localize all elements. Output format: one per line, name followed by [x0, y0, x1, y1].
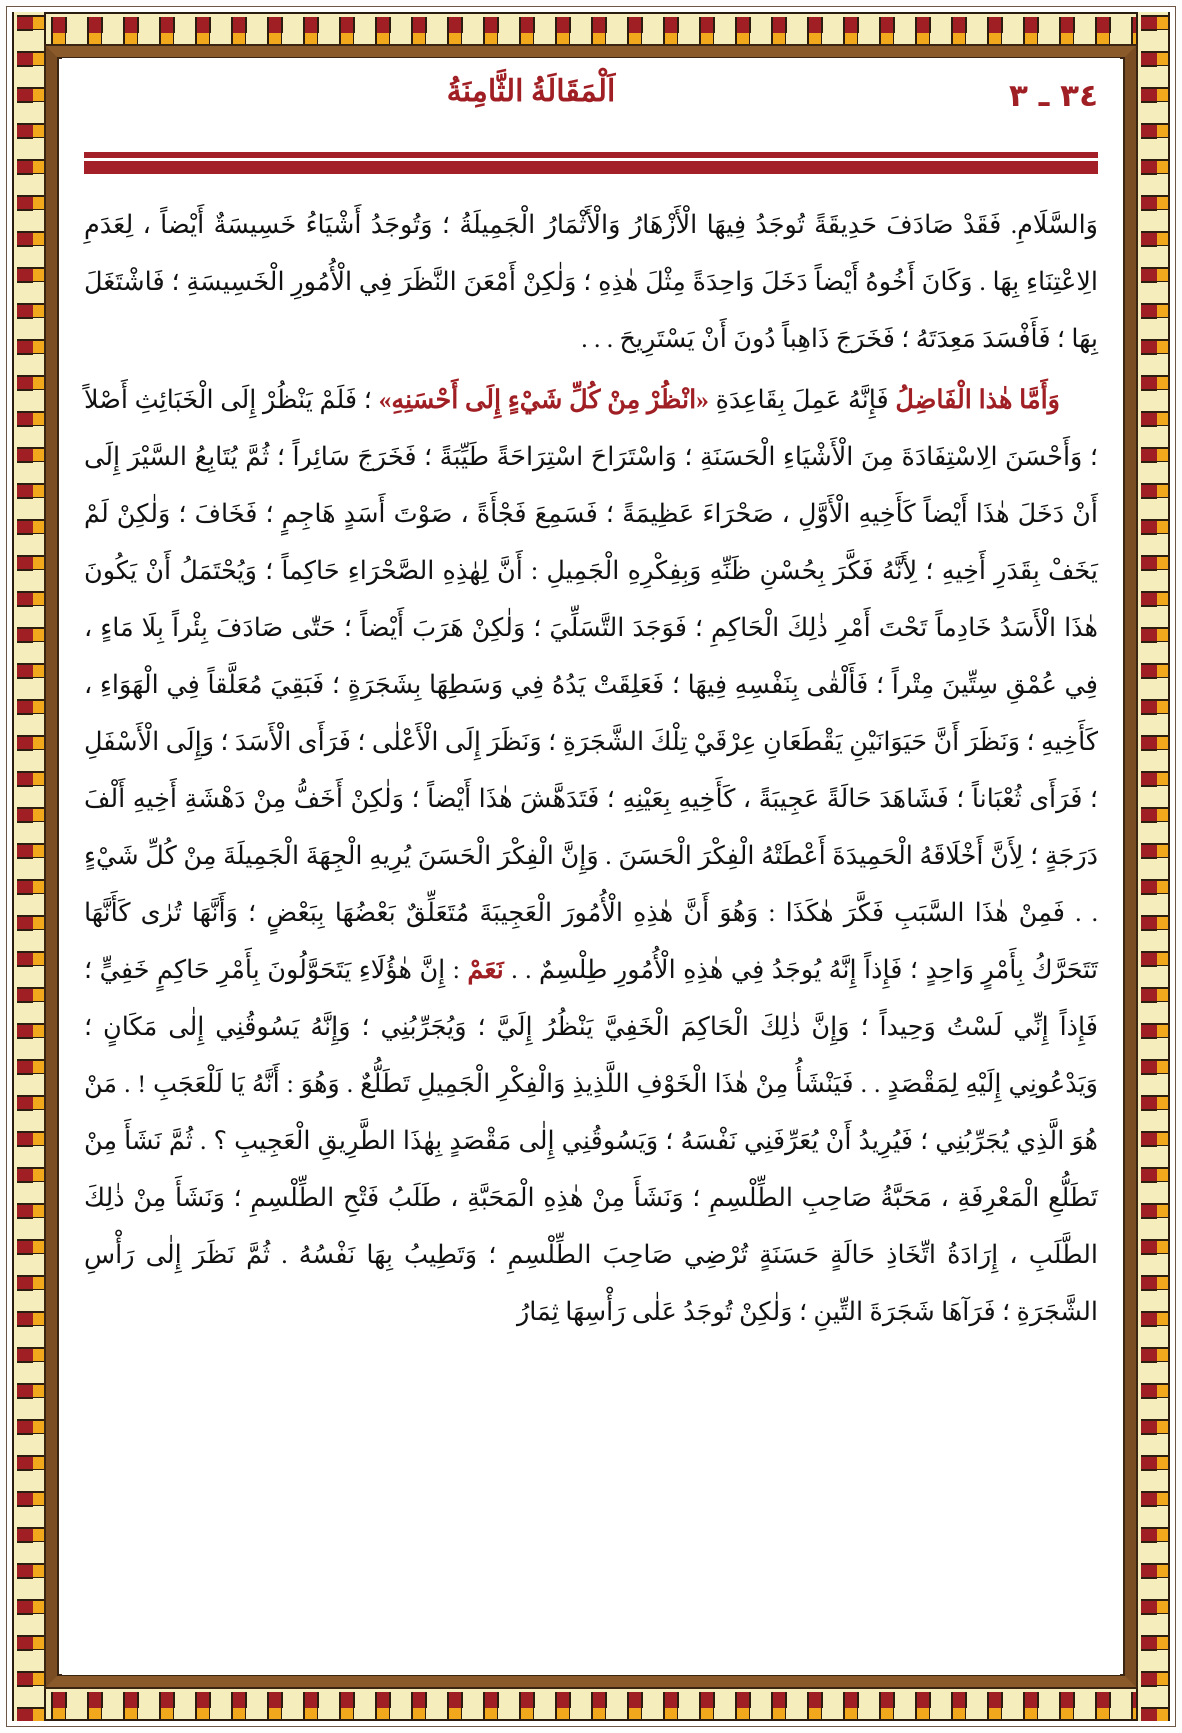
- page-title: اَلْمَقَالَةُ الثَّامِنَةُ: [446, 75, 616, 108]
- page-number: ٣٤ ـ ٣: [1009, 78, 1098, 114]
- highlighted-phrase: «انْظُرْ مِنْ كُلِّ شَيْءٍ إِلَى أَحْسَنِهِ»: [378, 385, 709, 414]
- highlighted-phrase: نَعَمْ: [467, 955, 504, 984]
- highlighted-phrase: وَأَمَّا هٰذا الْفَاضِلُ: [895, 385, 1060, 414]
- border-braid-right: [1136, 12, 1170, 1721]
- header-divider-rule: [84, 158, 1098, 174]
- page-header: [70, 72, 1112, 144]
- page-content: [62, 58, 1120, 1675]
- body-text-run: ؛ فَلَمْ يَنْظُرْ إِلَى الْخَبَائِثِ أَصْلاً ؛ وَأَحْسَنَ الِاسْتِفَادَةَ مِنَ الْأَشْيَاءِ الْحَسَنَةِ ؛ وَاسْتَرَاحَ اسْتِرَاحَةً طَيِّبَةً ؛ فَخَرَجَ سَائِراً ؛ ثُمَّ يُتَابِعُ السَّيْرَ إِلَى أَنْ دَخَلَ هٰذَا أَيْضاً كَأَخِيهِ الْأَوَّلِ ، صَحْرَاءَ عَظِيمَةً ؛ فَسَمِعَ فَجْأَةً ، صَوْتَ أَسَدٍ هَاجِمٍ ؛ فَخَافَ ؛ وَلٰكِنْ لَمْ يَخَفْ بِقَدَرِ أَخِيهِ ؛ لِأَنَّهُ فَكَّرَ بِحُسْنِ ظَنِّهِ وَبِفِكْرِهِ الْجَمِيلِ : أَنَّ لِهٰذِهِ الصَّحْرَاءِ حَاكِماً ؛ وَيُحْتَمَلُ أَنْ يَكُونَ هٰذَا الْأَسَدُ خَادِماً تَحْتَ أَمْرِ ذٰلِكَ الْحَاكِمِ ؛ فَوَجَدَ التَّسَلِّيَ ؛ وَلٰكِنْ هَرَبَ أَيْضاً ؛ حَتّٰى صَادَفَ بِئْراً بِلَا مَاءٍ ، فِي عُمْقِ سِتِّينَ مِتْراً ؛ فَأَلْقٰى بِنَفْسِهِ فِيهَا ؛ فَعَلِقَتْ يَدُهُ فِي وَسَطِهَا بِشَجَرَةٍ ؛ فَبَقِيَ مُعَلَّقاً فِي الْهَوَاءِ ، كَأَخِيهِ ؛ وَنَظَرَ أَنَّ حَيَوَانَيْنِ يَقْطَعَانِ عِرْقَيْ تِلْكَ الشَّجَرَةِ ؛ وَنَظَرَ إِلَى الْأَعْلٰى ؛ فَرَأَى الْأَسَدَ ؛ وَإِلَى الْأَسْفَلِ ؛ فَرَأَى ثُعْبَاناً ؛ فَشَاهَدَ حَالَةً عَجِيبَةً ، كَأَخِيهِ بِعَيْنِهِ ؛ فَتَدَهَّشَ هٰذَا أَيْضاً ؛ وَلٰكِنْ أَخَفُّ مِنْ دَهْشَةِ أَخِيهِ أَلْفَ دَرَجَةٍ ؛ لِأَنَّ أَخْلَاقَهُ الْحَمِيدَةَ أَعْطَتْهُ الْفِكْرَ الْحَسَنَ . وَإِنَّ الْفِكْرَ الْحَسَنَ يُرِيهِ الْجِهَةَ الْجَمِيلَةَ مِنْ كُلِّ شَيْءٍ . . فَمِنْ هٰذَا السَّبَبِ فَكَّرَ هٰكَذَا : وَهُوَ أَنَّ هٰذِهِ الْأُمُورَ الْعَجِيبَةَ مُتَعَلِّقٌ بَعْضُهَا بِبَعْضٍ ؛ وَأَنَّهَا تُرٰى كَأَنَّهَا تَتَحَرَّكُ بِأَمْرٍ وَاحِدٍ ؛ فَإِذاً إِنَّهُ يُوجَدُ فِي هٰذِهِ الْأُمُورِ طِلْسِمٌ . .: [84, 385, 1098, 984]
- body-text-run: : إِنَّ هٰؤُلَاءِ يَتَحَوَّلُونَ بِأَمْرِ حَاكِمٍ خَفِيٍّ ؛ فَإِذاً إِنِّي لَسْتُ وَحِيداً ؛ وَإِنَّ ذٰلِكَ الْحَاكِمَ الْخَفِيَّ يَنْظُرُ إِلَيَّ ؛ وَيُجَرِّبُنِي ؛ وَإِنَّهُ يَسُوقُنِي إِلٰى مَكَانٍ ؛ وَيَدْعُونِي إِلَيْهِ لِمَقْصَدٍ . . فَيَنْشَأُ مِنْ هٰذَا الْخَوْفِ اللَّذِيذِ وَالْفِكْرِ الْجَمِيلِ تَطَلُّعٌ . وَهُوَ : أَنَّهُ يَا لَلْعَجَبِ ! . مَنْ هُوَ الَّذِي يُجَرِّبُنِي ؛ فَيُرِيدُ أَنْ يُعَرِّفَنِي نَفْسَهُ ؛ وَيَسُوقُنِي إِلٰى مَقْصَدٍ بِهٰذَا الطَّرِيقِ الْعَجِيبِ ؟ . ثُمَّ نَشَأَ مِنْ تَطَلُّعِ الْمَعْرِفَةِ ، مَحَبَّةُ صَاحِبِ الطِّلْسِمِ ؛ وَنَشَأَ مِنْ هٰذِهِ الْمَحَبَّةِ ، طَلَبُ فَتْحِ الطِّلْسِمِ ؛ وَنَشَأَ مِنْ ذٰلِكَ الطَّلَبِ ، إِرَادَةُ اتِّخَاذِ حَالَةٍ حَسَنَةٍ تُرْضِي صَاحِبَ الطِّلْسِمِ ؛ وَتَطِيبُ بِهَا نَفْسُهُ . ثُمَّ نَظَرَ إِلٰى رَأْسِ الشَّجَرَةِ ؛ فَرَآهَا شَجَرَةَ التِّينِ ؛ وَلٰكِنْ تُوجَدُ عَلٰى رَأْسِهَا ثِمَارُ: [84, 955, 1098, 1326]
- body-paragraph: [84, 371, 1098, 1340]
- border-braid-top: [12, 12, 1170, 46]
- border-braid-left: [12, 12, 46, 1721]
- body-text: [70, 170, 1112, 1340]
- body-text-run: وَالسَّلَامِ. فَقَدْ صَادَفَ حَدِيقَةً تُوجَدُ فِيهَا الْأَزْهَارُ وَالْأَثْمَارُ الْجَمِيلَةُ ؛ وَتُوجَدُ أَشْيَاءُ خَسِيسَةٌ أَيْضاً ، لِعَدَمِ الِاعْتِنَاءِ بِهَا . وَكَانَ أَخُوهُ أَيْضاً دَخَلَ وَاحِدَةً مِثْلَ هٰذِهِ ؛ وَلٰكِنْ أَمْعَنَ النَّظَرَ فِي الْأُمُورِ الْخَسِيسَةِ ؛ فَاشْتَغَلَ بِهَا ؛ فَأَفْسَدَ مَعِدَتَهُ ؛ فَخَرَجَ ذَاهِباً دُونَ أَنْ يَسْتَرِيحَ . . .: [84, 210, 1098, 353]
- body-paragraph: [84, 196, 1098, 367]
- body-text-run: فَإِنَّهُ عَمِلَ بِقَاعِدَةِ: [708, 385, 896, 414]
- border-braid-bottom: [12, 1687, 1170, 1721]
